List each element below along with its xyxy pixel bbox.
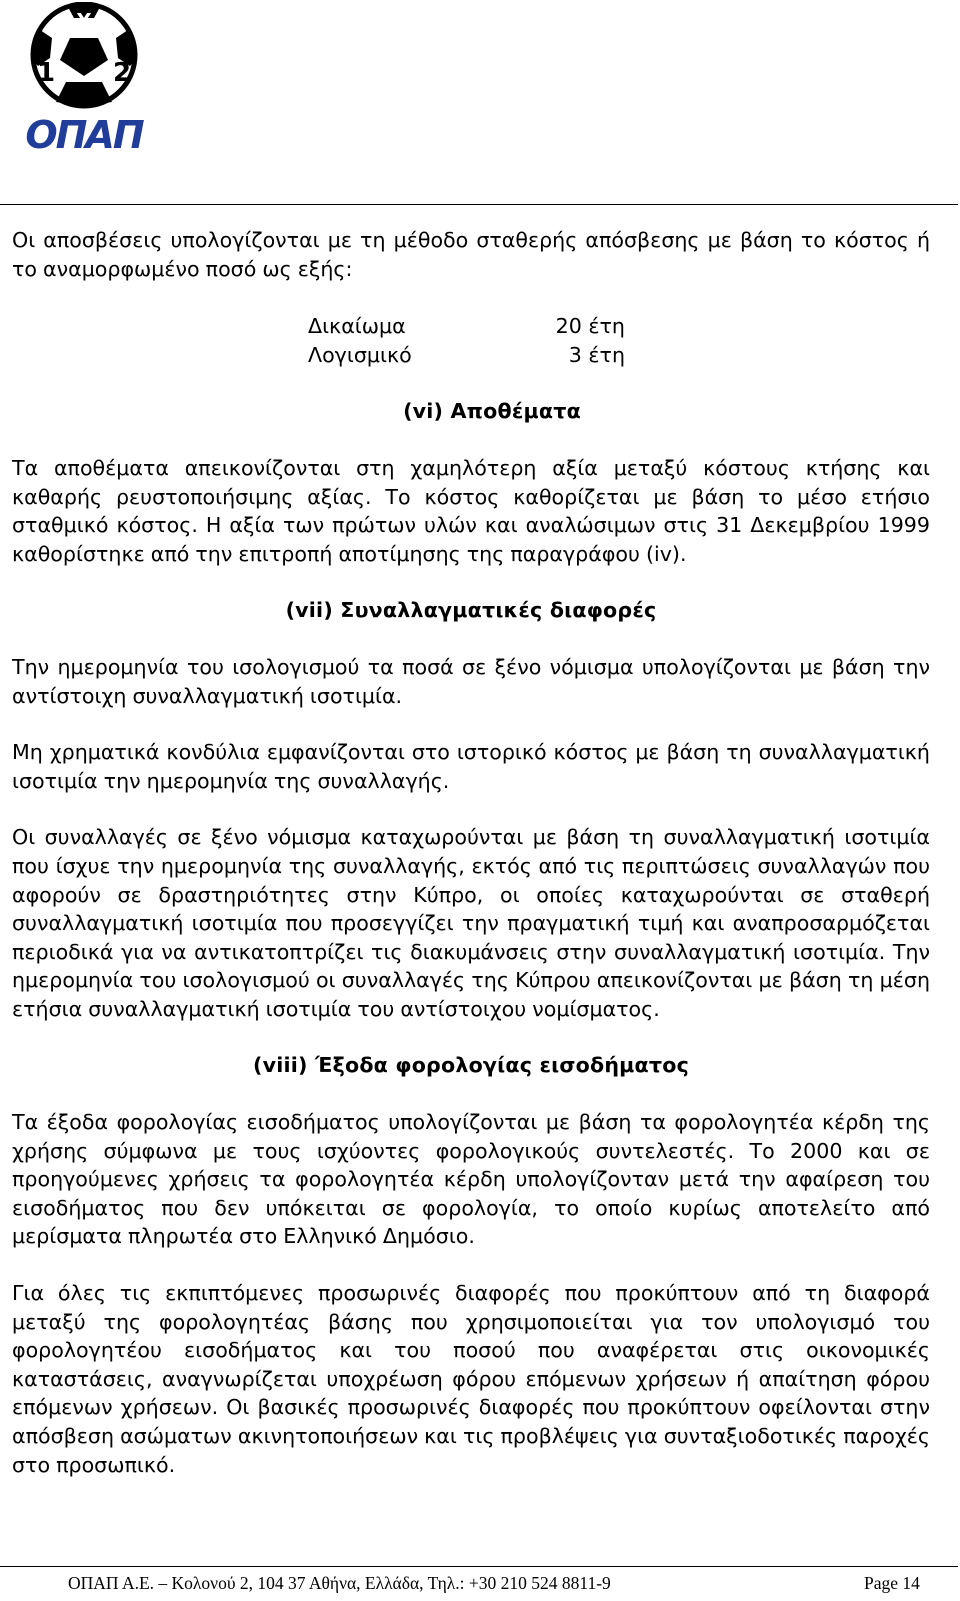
table-row xyxy=(308,312,625,341)
heading-inventories: (vi) Αποθέματα xyxy=(403,399,581,424)
paragraph-tax-1: Τα έξοδα φορολογίας εισοδήματος υπολογίζονται με βάση τα φορολογητέα κέρδη της χρήσης σύμφωνα με τους ισχύοντες φορολογικούς συντελεστές. Το 2000 και σε προηγούμενες χρήσεις τα φορολογητέα κέρδη υπολογίζονταν μετά την αφαίρεση του εισοδήματος που δεν υπόκειται σε φορολογία, το οποίο κυρίως αποτελείτο από μερίσματα πληρωτέα στο Ελληνικό Δημόσιο. xyxy=(12,1110,930,1249)
paragraph-fx-1: Την ημερομηνία του ισολογισμού τα ποσά σε ξένο νόμισμα υπολογίζονται με βάση την αντίστοιχη συναλλαγματική ισοτιμία. xyxy=(12,654,930,708)
logo-text: ΟΠΑΠ xyxy=(25,113,143,154)
document-body xyxy=(12,226,930,1479)
ball-mark-x: X xyxy=(76,9,92,33)
heading-fx-differences: (vii) Συναλλαγματικές διαφορές xyxy=(285,598,657,623)
ball-mark-2: 2 xyxy=(112,58,132,88)
table-row xyxy=(308,341,625,370)
rate-value: 3 έτη xyxy=(568,342,625,367)
footer-company-address: ΟΠΑΠ Α.Ε. – Κολονού 2, 104 37 Αθήνα, Ελλάδα, Τηλ.: +30 210 524 8811-9 xyxy=(68,1573,611,1593)
rate-label: Λογισμικό xyxy=(308,342,412,367)
footer-divider xyxy=(0,1566,958,1567)
rate-value: 20 έτη xyxy=(555,314,625,339)
header-divider xyxy=(0,204,958,205)
rate-label: Δικαίωμα xyxy=(308,314,406,339)
footer-page-number: Page 14 xyxy=(864,1573,920,1593)
opap-logo xyxy=(16,2,156,154)
paragraph-depreciation-intro: Οι αποσβέσεις υπολογίζονται με τη μέθοδο σταθερής απόσβεσης με βάση το κόστος ή το αναμορφωμένο ποσό ως εξής: xyxy=(12,228,930,281)
paragraph-tax-2: Για όλες τις εκπιπτόμενες προσωρινές διαφορές που προκύπτουν από τη διαφορά μεταξύ της φορολογητέας βάσης που χρησιμοποιείται για τον υπολογισμό του φορολογητέου εισοδήματος και του ποσού που αναφέρεται στις οικονομικές καταστάσεις, αναγνωρίζεται υποχρέωση φόρου επόμενων χρήσεων ή απαίτηση φόρου επόμενων χρήσεων. Οι βασικές προσωρινές διαφορές που προκύπτουν οφείλονται στην απόσβεση ασώματων ακινητοποιήσεων και τις προβλέψεις για συνταξιοδοτικές παροχές στο προσωπικό. xyxy=(12,1281,930,1477)
paragraph-fx-2: Μη χρηματικά κονδύλια εμφανίζονται στο ιστορικό κόστος με βάση τη συναλλαγματική ισοτιμία την ημερομηνία της συναλλαγής. xyxy=(12,740,930,793)
depreciation-rates-table xyxy=(308,312,625,369)
paragraph-inventories: Τα αποθέματα απεικονίζονται στη χαμηλότερη αξία μεταξύ κόστους κτήσης και καθαρής ρευστοποιήσιμης αξίας. Το κόστος καθορίζεται με βάση το μέσο ετήσιο σταθμικό κόστος. Η αξία των πρώτων υλών και αναλώσιμων στις 31 Δεκεμβρίου 1999 καθορίστηκε από την επιτροπή αποτίμησης της παραγράφου (iv). xyxy=(12,455,930,566)
soccer-ball-icon xyxy=(32,4,136,106)
paragraph-fx-3: Οι συναλλαγές σε ξένο νόμισμα καταχωρούνται με βάση τη συναλλαγματική ισοτιμία που ίσχυε την ημερομηνία της συναλλαγής, εκτός από τις περιπτώσεις συναλλαγών που αφορούν σε δραστηριότητες στην Κύπρο, οι οποίες καταχωρούνται σε σταθερή συναλλαγματική ισοτιμία που προσεγγίζει την πραγματική τιμή και αναπροσαρμόζεται περιοδικά για να αντικατοπτρίζει τις διακυμάνσεις στην συναλλαγματική ισοτιμία. Την ημερομηνία του ισολογισμού οι συναλλαγές της Κύπρου απεικονίζονται με βάση τη μέση ετήσια συναλλαγματική ισοτιμία του αντίστοιχου νομίσματος. xyxy=(12,825,930,1021)
ball-mark-1: 1 xyxy=(36,58,56,88)
heading-income-tax: (viii) Έξοδα φορολογίας εισοδήματος xyxy=(253,1053,689,1078)
